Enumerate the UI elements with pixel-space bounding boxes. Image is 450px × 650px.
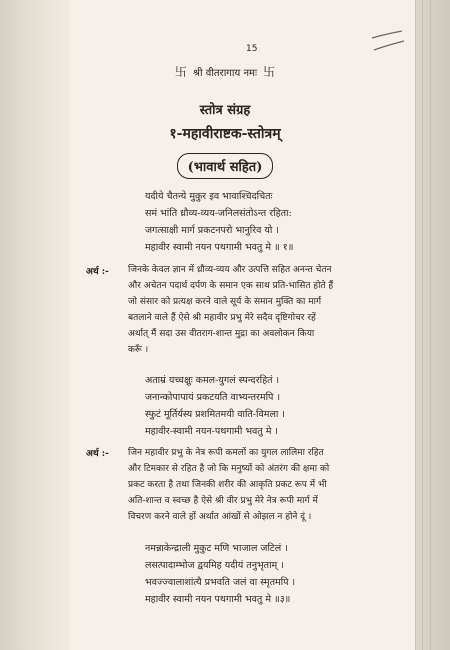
verse-line: स्फुटं मूर्तिर्यस्य प्रशमितमयी वाति-विमला । — [145, 409, 285, 420]
meaning-line: जिनके केवल ज्ञान में ध्रौव्य-व्यय और उत्पत्ति सहित अनन्त चेतन — [128, 265, 332, 275]
verse-line: नमन्नाकेन्द्राली मुकुट मणि भाजाल जटिलं । — [145, 543, 288, 554]
meaning-1 — [128, 262, 414, 358]
meaning-2 — [128, 445, 414, 525]
verse-line: जनान्कोपापायं प्रकटयति वाभ्यन्तरमपि । — [145, 392, 281, 403]
meaning-line: अति-शान्त व स्वच्छ है ऐसे श्री वीर प्रभु मेरे नेत्र रूपी मार्ग में — [128, 496, 318, 506]
meaning-line: जिन महावीर प्रभु के नेत्र रूपी कमलों का युगल लालिमा रहित — [128, 448, 324, 458]
meaning-line: और टिमकार से रहित है जो कि मनुष्यों को अंतरंग की क्षमा को — [128, 464, 330, 474]
verse-line: भवज्ज्वालाशांत्यै प्रभवति जलं वा स्मृतमपि । — [145, 577, 296, 588]
meaning-line: प्रकट करता है तथा जिनकी शरीर की आकृति प्रकट रूप में भी — [128, 480, 327, 490]
meaning-line: करूँ । — [128, 345, 149, 355]
verse-line: यदीये चैतन्ये मुकुर इव भावाश्चिदचितः — [145, 191, 273, 202]
page-edge — [415, 0, 450, 650]
verse-3 — [145, 540, 405, 608]
verse-line: महावीर स्वामी नयन पथगामी भवतु मे ॥ १॥ — [145, 242, 294, 253]
meaning-line: विचरण करने वाले हों अर्थात आंखों से ओझल न होने दूं । — [128, 512, 312, 522]
meaning-line: अर्थात् मैं सदा उस वीतराग-शान्त मुद्रा का अवलोकन किया — [128, 329, 315, 339]
verse-2 — [145, 372, 405, 440]
section-title: स्तोत्र संग्रह — [199, 103, 251, 118]
swastika-symbol: 卐 — [263, 65, 276, 79]
meaning-line: और अचेतन पदार्थ दर्पण के समान एक साथ प्रति-भासित होते हैं — [128, 281, 334, 291]
meaning-line: जो संसार को प्रत्यक्ष करने वाले सूर्य के समान मुक्ति का मार्ग — [128, 297, 322, 307]
meaning-label: अर्थ :- — [86, 449, 109, 459]
swastika-symbol: 卐 — [174, 65, 187, 79]
verse-line: लसत्पादाम्भोज द्वयमिह यदीयं तनुभृताम् । — [145, 560, 284, 571]
subtitle-box: (भावार्थ सहित) — [177, 153, 274, 179]
verse-line: जगत्साक्षी मार्ग प्रकटनपरो भानुरिव यो । — [145, 225, 279, 236]
book-binding-shadow — [0, 0, 70, 650]
verse-line: समं भांति ध्रौव्य-व्यय-जनिलसंतोऽन्त रहिता: — [145, 208, 292, 219]
meaning-line: बतलाने वाले हैं ऐसे श्री महावीर प्रभु मेरे सदैव दृष्टिगोचर रहें — [128, 313, 316, 323]
page-edge-line — [415, 0, 416, 650]
invocation-text: श्री वीतरागाय नमः — [192, 68, 258, 79]
pencil-mark-icon — [368, 28, 408, 58]
meaning-label: अर्थ :- — [86, 267, 109, 277]
invocation-line — [0, 63, 450, 80]
verse-line: अताम्रं यच्चक्षुः कमल-युगलं स्पन्दरहितं । — [145, 375, 280, 386]
page-number: 15 — [246, 44, 258, 54]
page-edge-line — [422, 0, 423, 650]
page-edge-line — [430, 0, 431, 650]
verse-1 — [145, 188, 405, 256]
stotra-title: १-महावीराष्टक-स्तोत्रम् — [169, 126, 281, 142]
verse-line: महावीर-स्वामी नयन-पथगामी भवतु मे । — [145, 426, 279, 437]
verse-line: महावीर स्वामी नयन पथगामी भवतु मे ॥३॥ — [145, 594, 291, 605]
